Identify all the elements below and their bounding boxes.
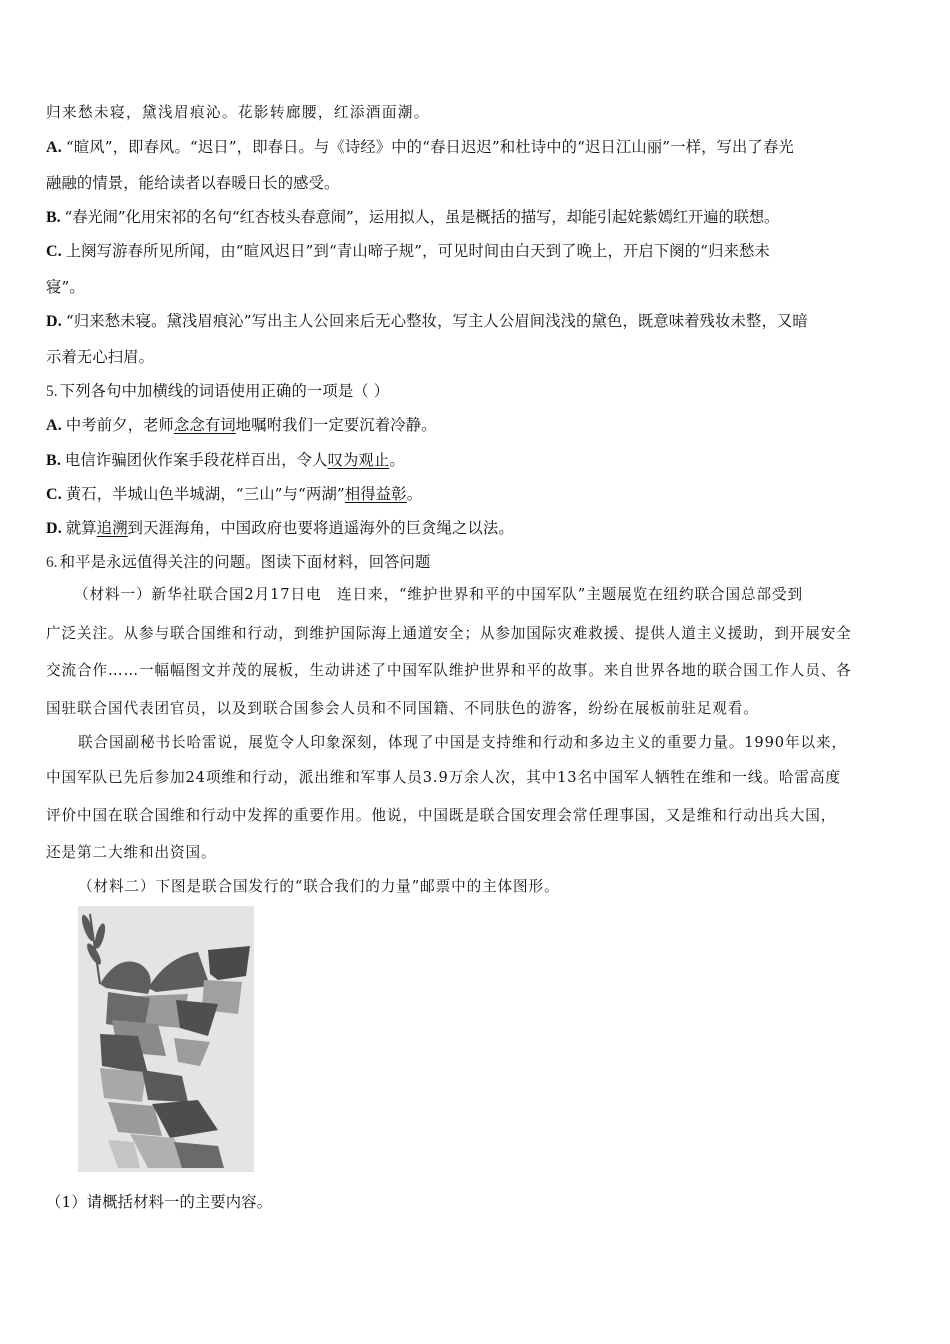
question-number: 6. <box>46 554 58 571</box>
material1-p2-line: 中国军队已先后参加24项维和行动，派出维和军事人员3.9万余人次，其中13名中国军人牺牲在维和一线。哈雷高度 <box>46 769 841 786</box>
material1-p2-line: 还是第二大维和出资国。 <box>46 844 217 861</box>
option-letter: D. <box>46 313 62 330</box>
option-text: 。 <box>389 451 405 469</box>
option-letter: A. <box>46 417 62 434</box>
q4-option-d <box>46 311 808 332</box>
option-letter: A. <box>46 139 62 156</box>
q5-option-a <box>46 415 437 436</box>
q5-stem <box>46 381 389 402</box>
material1-p2-line: 评价中国在联合国维和行动中发挥的重要作用。他说，中国既是联合国安理会常任理事国，又是维和行动出兵大国， <box>46 807 837 824</box>
q4-option-b <box>46 207 779 228</box>
q4-option-a-cont: 融融的情景，能给读者以春暖日长的感受。 <box>46 174 340 192</box>
question-number: 5. <box>46 383 58 400</box>
option-text: 中考前夕，老师 <box>65 416 174 434</box>
material1-line: （材料一）新华社联合国2月17日电 连日来，“维护世界和平的中国军队”主题展览在纽约联合国总部受到 <box>74 586 804 603</box>
option-letter: C. <box>46 243 62 260</box>
q5-option-c <box>46 484 422 505</box>
option-text: 到天涯海角，中国政府也要将逍遥海外的巨贪绳之以法。 <box>127 519 514 537</box>
option-text: “归来愁未寝。黛浅眉痕沁”写出主人公回来后无心整妆，写主人公眉间浅浅的黛色，既意味着残妆未整，又暗 <box>65 312 808 330</box>
q4-option-c <box>46 241 770 262</box>
material2-caption: （材料二）下图是联合国发行的“联合我们的力量”邮票中的主体图形。 <box>78 878 560 895</box>
sub-question-1: （1）请概括材料一的主要内容。 <box>46 1193 273 1211</box>
question-text: 下列各句中加横线的词语使用正确的一项是（ ） <box>59 382 390 400</box>
underlined-word: 念念有词 <box>174 416 236 434</box>
q6-stem <box>46 552 431 573</box>
option-text: 就算 <box>65 519 97 537</box>
option-letter: C. <box>46 486 62 503</box>
option-text: 黄石，半城山色半城湖，“三山”与“两湖” <box>65 485 345 503</box>
option-text: 。 <box>406 485 423 503</box>
option-text: 地嘱咐我们一定要沉着冷静。 <box>235 416 437 434</box>
q4-option-a <box>46 137 794 158</box>
option-letter: D. <box>46 520 62 537</box>
material1-line: 交流合作……一幅幅图文并茂的展板，生动讲述了中国军队维护世界和平的故事。来自世界各地的联合国工作人员、各 <box>46 662 852 679</box>
poem-continuation: 归来愁未寝，黛浅眉痕沁。花影转廊腰，红添酒面潮。 <box>46 104 430 121</box>
underlined-word: 追溯 <box>96 519 128 537</box>
underlined-word: 叹为观止 <box>327 451 390 469</box>
q5-option-b <box>46 450 405 471</box>
option-text: “暄风”，即春风。“迟日”，即春日。与《诗经》中的“春日迟迟”和杜诗中的“迟日江山丽”一样，写出了春光 <box>65 138 794 156</box>
option-letter: B. <box>46 452 61 469</box>
stamp-image-dove-icon <box>78 906 254 1172</box>
q4-option-c-cont: 寝”。 <box>46 278 85 296</box>
underlined-word: 相得益彰 <box>344 485 407 503</box>
option-letter: B. <box>46 209 61 226</box>
q4-option-d-cont: 示着无心扫眉。 <box>46 348 155 366</box>
q5-option-d <box>46 518 514 539</box>
material1-line: 广泛关注。从参与联合国维和行动，到维护国际海上通道安全；从参加国际灾难救援、提供人道主义援助，到开展安全 <box>46 625 852 642</box>
option-text: “春光闹”化用宋祁的名句“红杏枝头春意闹”，运用拟人，虽是概括的描写，却能引起姹紫嫣红开遍的联想。 <box>64 208 780 226</box>
option-text: 电信诈骗团伙作案手段花样百出，令人 <box>64 451 328 469</box>
option-text: 上阕写游春所见所闻，由“暄风迟日”到“青山啼子规”，可见时间由白天到了晚上，开启下阕的“归来愁未 <box>65 242 770 260</box>
question-text: 和平是永远值得关注的问题。图读下面材料，回答问题 <box>59 553 431 571</box>
material1-line: 国驻联合国代表团官员，以及到联合国参会人员和不同国籍、不同肤色的游客，纷纷在展板前驻足观看。 <box>46 700 759 717</box>
material1-p2-line: 联合国副秘书长哈雷说，展览令人印象深刻，体现了中国是支持维和行动和多边主义的重要力量。1990年以来， <box>78 734 847 751</box>
